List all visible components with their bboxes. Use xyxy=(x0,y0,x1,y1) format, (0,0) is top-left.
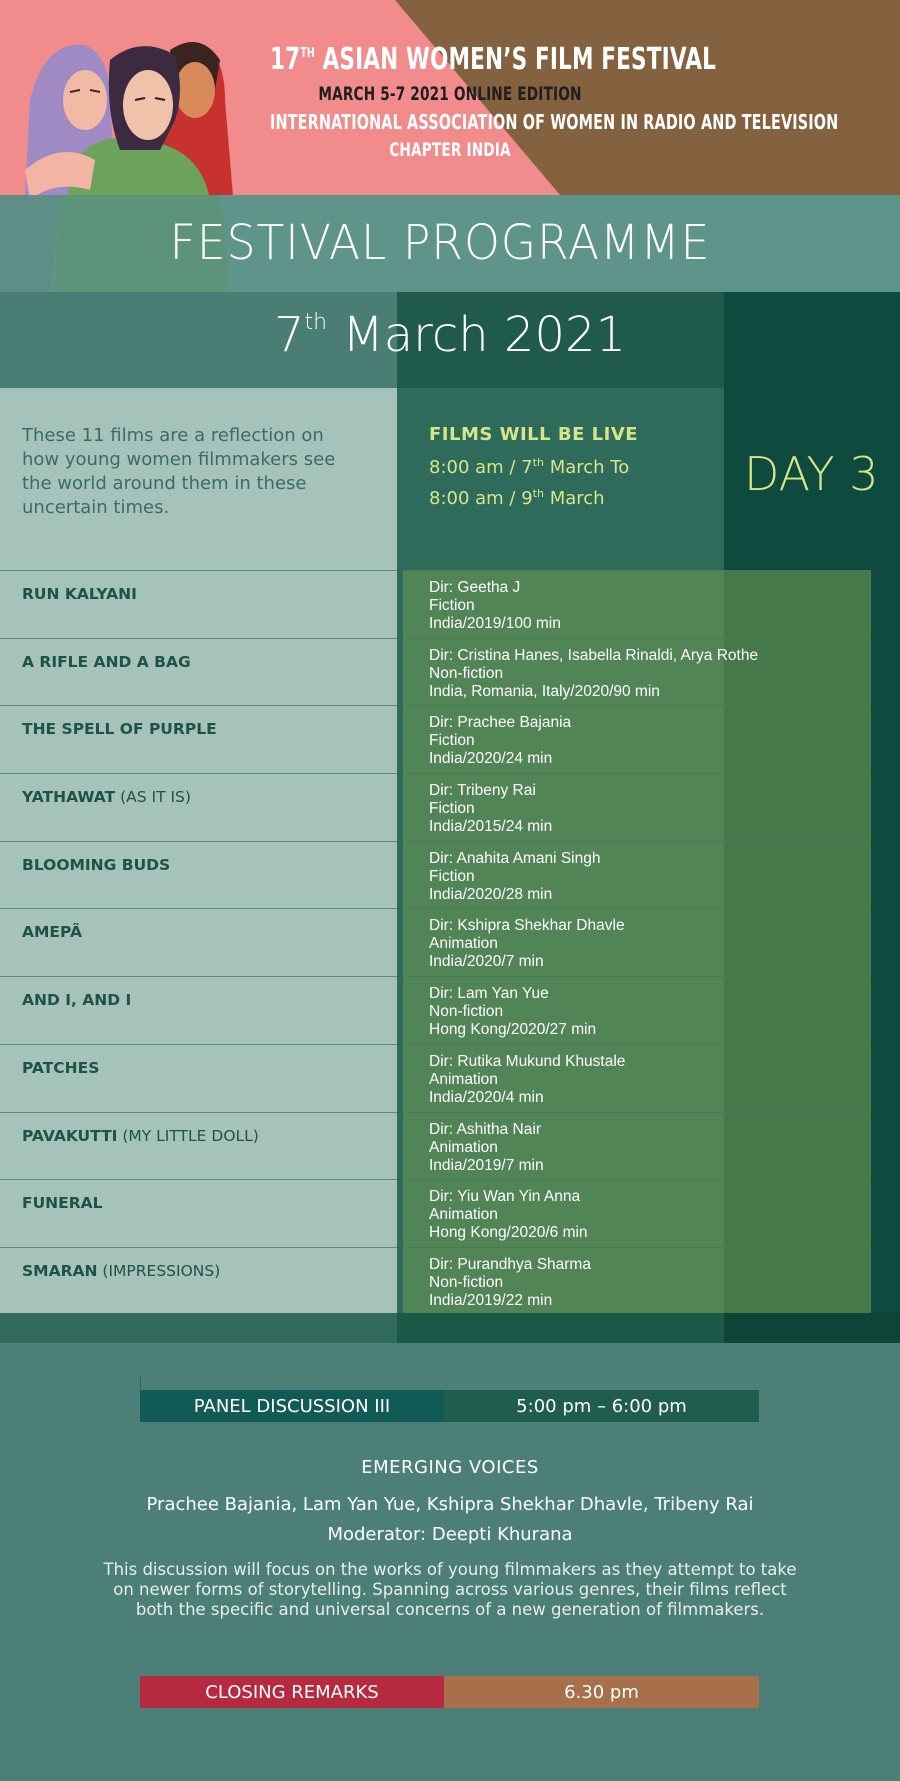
film-director: Dir: Kshipra Shekhar Dhavle xyxy=(429,917,625,935)
day-label: DAY 3 xyxy=(744,447,879,501)
film-title-main: A RIFLE AND A BAG xyxy=(22,652,191,671)
film-title xyxy=(22,1127,259,1145)
film-title xyxy=(22,788,191,806)
film-genre: Animation xyxy=(429,935,498,953)
programme-date: 7th March 2021 xyxy=(273,307,627,363)
festival-header xyxy=(0,0,900,195)
film-list xyxy=(0,570,900,1315)
closing-remarks-time: 6.30 pm xyxy=(444,1676,759,1708)
film-title-main: YATHAWAT xyxy=(22,788,116,807)
film-title-main: AND I, AND I xyxy=(22,991,132,1010)
film-country-year-runtime: India/2019/22 min xyxy=(429,1291,553,1309)
film-title-main: PATCHES xyxy=(22,1058,100,1077)
closing-remarks-label: CLOSING REMARKS xyxy=(140,1676,444,1708)
film-title xyxy=(22,1059,99,1077)
film-title xyxy=(22,991,131,1009)
film-details xyxy=(429,782,552,836)
film-title-translation: (IMPRESSIONS) xyxy=(97,1261,221,1280)
film-title-main: FUNERAL xyxy=(22,1194,103,1213)
film-genre: Fiction xyxy=(429,597,475,614)
film-title-cell xyxy=(0,1112,397,1180)
live-window xyxy=(429,424,719,512)
film-details xyxy=(429,985,596,1039)
women-illustration xyxy=(0,30,290,195)
film-title xyxy=(22,585,137,603)
film-detail-cell xyxy=(403,976,871,1044)
panel-name: EMERGING VOICES xyxy=(361,1457,539,1478)
film-genre: Animation xyxy=(429,1206,498,1224)
film-director: Dir: Yiu Wan Yin Anna xyxy=(429,1188,581,1206)
film-detail-cell xyxy=(403,638,871,706)
column-footer-middle xyxy=(397,1313,724,1343)
film-genre: Fiction xyxy=(429,800,475,818)
film-details xyxy=(429,1188,588,1242)
film-genre: Animation xyxy=(429,1138,498,1156)
panel-discussion-time: 5:00 pm – 6:00 pm xyxy=(444,1390,759,1422)
film-title-main: AMEPÃ xyxy=(22,923,82,942)
film-details xyxy=(429,579,561,633)
film-row xyxy=(0,773,900,841)
film-country-year-runtime: India/2020/24 min xyxy=(429,750,553,768)
panel-discussion-bar xyxy=(140,1390,759,1422)
film-details xyxy=(429,1256,591,1310)
closing-remarks-bar xyxy=(140,1676,759,1708)
film-title-cell xyxy=(0,1247,397,1315)
film-title-cell xyxy=(0,908,397,976)
film-details xyxy=(429,917,625,971)
programme-title: FESTIVAL PROGRAMME xyxy=(169,215,711,271)
film-detail-cell xyxy=(403,773,871,841)
panel-marker xyxy=(140,1375,141,1389)
film-row xyxy=(0,1247,900,1315)
film-title xyxy=(22,720,217,738)
film-title-cell xyxy=(0,1179,397,1247)
film-row xyxy=(0,1044,900,1112)
film-detail-cell xyxy=(403,705,871,773)
film-title-cell xyxy=(0,1044,397,1112)
film-detail-cell xyxy=(403,570,871,638)
film-director: Dir: Cristina Hanes, Isabella Rinaldi, Arya Rothe xyxy=(429,646,759,664)
film-title-cell xyxy=(0,773,397,841)
film-row xyxy=(0,570,900,638)
film-genre: Non-fiction xyxy=(429,664,504,682)
film-title-main: BLOOMING BUDS xyxy=(22,855,171,874)
film-row xyxy=(0,1112,900,1180)
film-title-cell xyxy=(0,638,397,706)
film-country-year-runtime: India/2020/7 min xyxy=(429,953,544,971)
film-details xyxy=(429,1121,544,1175)
film-row xyxy=(0,976,900,1044)
film-details xyxy=(429,714,571,768)
film-country-year-runtime: Hong Kong/2020/27 min xyxy=(429,1021,597,1039)
panel-description: This discussion will focus on the works of young filmmakers as they attempt to take on newer forms of storytelling. Spanning across various genres, their films reflect both the specific and universal concerns of a new generation of filmmakers. xyxy=(103,1560,797,1619)
film-director: Dir: Rutika Mukund Khustale xyxy=(429,1052,626,1070)
film-title-cell xyxy=(0,976,397,1044)
film-title-main: PAVAKUTTI xyxy=(22,1126,118,1145)
film-title xyxy=(22,653,191,671)
film-director: Dir: Tribeny Rai xyxy=(429,782,536,800)
panel-moderator: Moderator: Deepti Khurana xyxy=(327,1524,573,1545)
film-country-year-runtime: India/2020/4 min xyxy=(429,1088,544,1106)
film-detail-cell xyxy=(403,1179,871,1247)
film-country-year-runtime: Hong Kong/2020/6 min xyxy=(429,1224,588,1242)
film-genre: Fiction xyxy=(429,732,475,750)
live-end: 8:00 am / 9th March xyxy=(429,487,605,509)
film-title-cell xyxy=(0,570,397,638)
film-director: Dir: Prachee Bajania xyxy=(429,714,572,732)
live-title: FILMS WILL BE LIVE xyxy=(429,424,639,445)
live-start: 8:00 am / 7th March To xyxy=(429,456,630,478)
intro-text: These 11 films are a reflection on how young women filmmakers see the world around them in these uncertain times. xyxy=(22,425,336,518)
film-director: Dir: Lam Yan Yue xyxy=(429,985,549,1003)
film-director: Dir: Purandhya Sharma xyxy=(429,1255,591,1273)
film-details xyxy=(429,647,758,701)
film-title-cell xyxy=(0,841,397,909)
film-title-main: RUN KALYANI xyxy=(22,585,137,603)
film-details xyxy=(429,850,600,904)
film-genre: Fiction xyxy=(429,867,475,885)
film-row xyxy=(0,908,900,976)
film-detail-cell xyxy=(403,908,871,976)
association-name: INTERNATIONAL ASSOCIATION OF WOMEN IN RADIO AND TELEVISION xyxy=(270,110,839,134)
festival-dates: MARCH 5-7 2021 ONLINE EDITION xyxy=(318,83,582,105)
film-title-main: SMARAN xyxy=(22,1261,98,1280)
film-genre: Non-fiction xyxy=(429,1003,504,1021)
film-country-year-runtime: India/2019/7 min xyxy=(429,1156,544,1174)
film-genre: Animation xyxy=(429,1070,498,1088)
film-detail-cell xyxy=(403,1044,871,1112)
film-title-translation: (MY LITTLE DOLL) xyxy=(117,1126,259,1145)
film-title-cell xyxy=(0,705,397,773)
film-details xyxy=(429,1053,625,1107)
film-country-year-runtime: India, Romania, Italy/2020/90 min xyxy=(429,682,660,700)
film-row xyxy=(0,1179,900,1247)
film-director: Dir: Geetha J xyxy=(429,579,521,596)
film-detail-cell xyxy=(403,1247,871,1315)
film-title-translation: (AS IT IS) xyxy=(115,788,191,807)
film-row xyxy=(0,638,900,706)
chapter-name: CHAPTER INDIA xyxy=(389,139,511,161)
column-footer-right xyxy=(724,1313,900,1343)
festival-title: 17TH ASIAN WOMEN’S FILM FESTIVAL xyxy=(270,42,716,77)
film-row xyxy=(0,705,900,773)
film-director: Dir: Ashitha Nair xyxy=(429,1120,541,1138)
film-country-year-runtime: India/2020/28 min xyxy=(429,885,553,903)
film-director: Dir: Anahita Amani Singh xyxy=(429,849,601,867)
panel-speakers: Prachee Bajania, Lam Yan Yue, Kshipra Shekhar Dhavle, Tribeny Rai xyxy=(146,1494,754,1515)
film-title xyxy=(22,923,82,941)
film-country-year-runtime: India/2019/100 min xyxy=(429,615,561,632)
film-title xyxy=(22,856,170,874)
film-detail-cell xyxy=(403,841,871,909)
panel-discussion-label: PANEL DISCUSSION III xyxy=(140,1390,444,1422)
film-detail-cell xyxy=(403,1112,871,1180)
film-title-main: THE SPELL OF PURPLE xyxy=(22,720,217,739)
film-row xyxy=(0,841,900,909)
film-genre: Non-fiction xyxy=(429,1273,504,1291)
film-country-year-runtime: India/2015/24 min xyxy=(429,818,553,836)
film-title xyxy=(22,1194,103,1212)
film-title xyxy=(22,1262,220,1280)
